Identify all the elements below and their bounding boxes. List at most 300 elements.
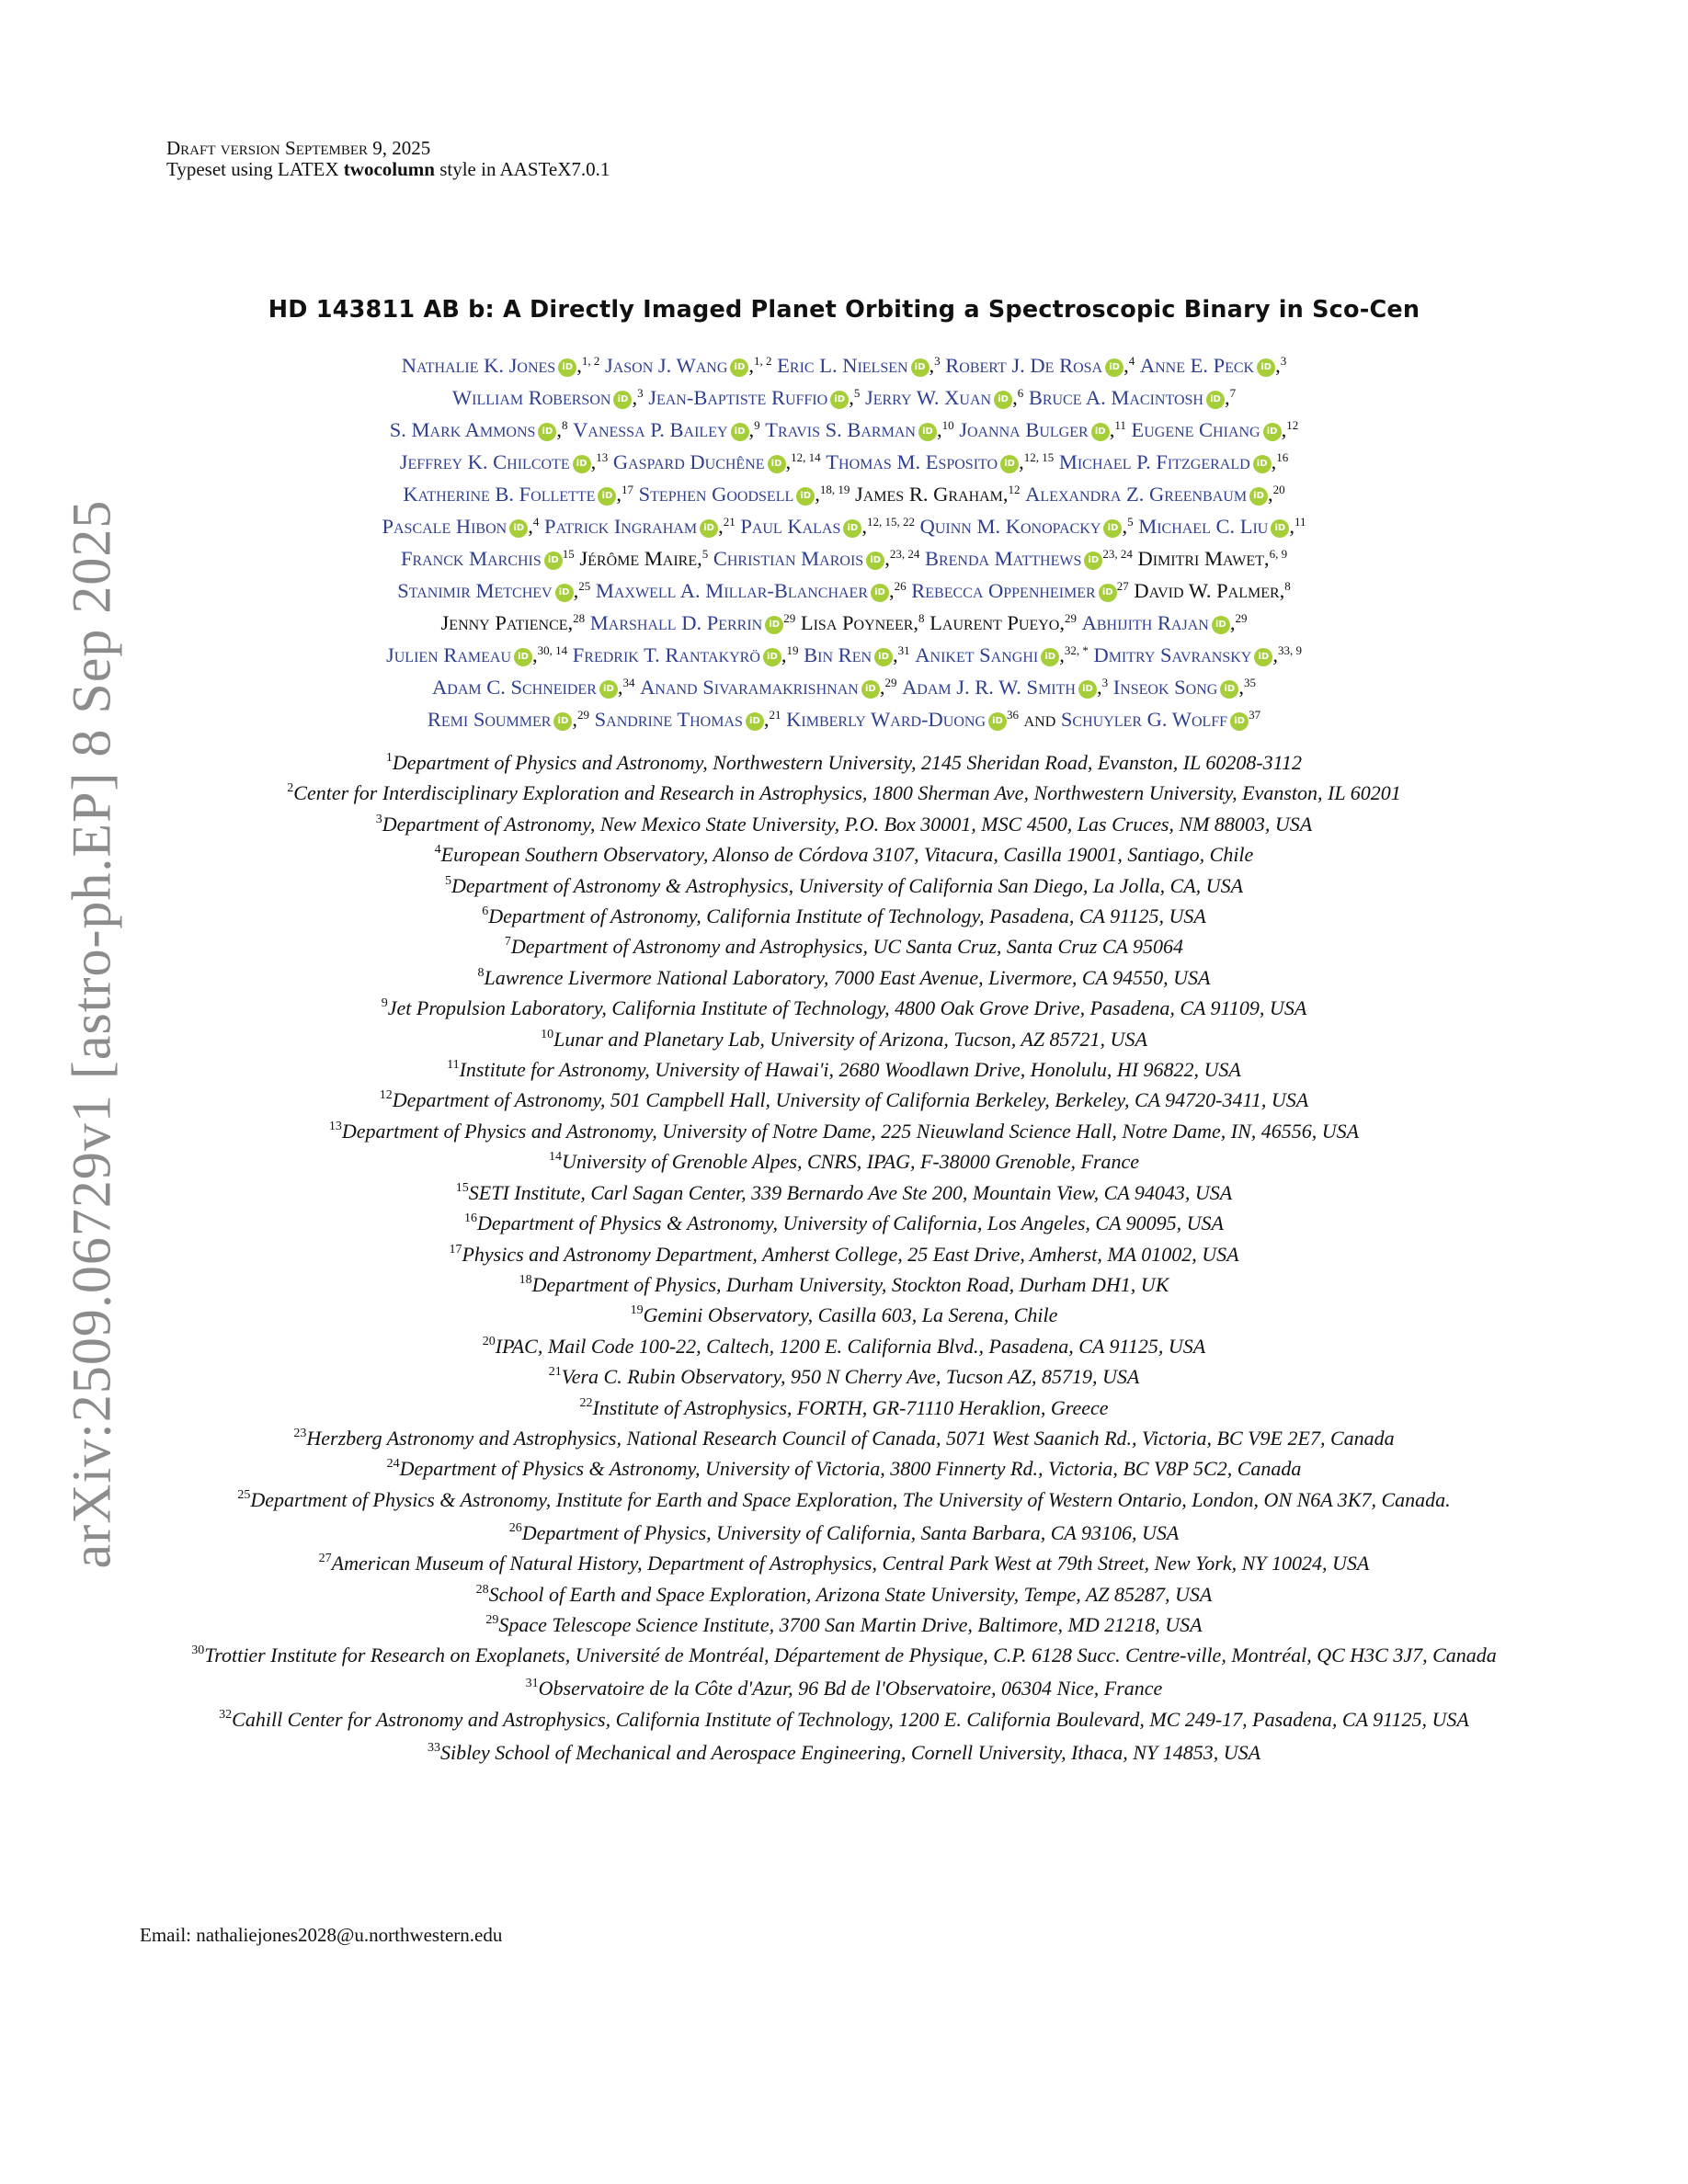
orcid-icon[interactable]: iD	[1041, 648, 1059, 666]
affiliation-number: 16	[464, 1211, 478, 1226]
author-name[interactable]: Schuyler G. Wolff	[1060, 708, 1228, 731]
author-separator: ,	[1272, 643, 1278, 666]
orcid-icon[interactable]: iD	[1271, 519, 1289, 538]
author-separator: ,	[1275, 354, 1281, 377]
author-entry	[1061, 708, 1260, 731]
author-entry	[579, 547, 708, 570]
author-separator: ,	[576, 354, 582, 377]
author-name[interactable]: Dmitry Savransky	[1093, 643, 1252, 666]
author-name[interactable]: Katherine B. Follette	[403, 483, 596, 506]
author-separator: ,	[572, 708, 578, 731]
author-entry	[573, 418, 760, 441]
author-entry	[595, 708, 781, 731]
author-separator: ,	[590, 450, 597, 473]
affiliation-number: 26	[508, 1520, 522, 1535]
affiliation-marker: 32, *	[1064, 643, 1089, 657]
author-entry	[1025, 483, 1285, 506]
author-name[interactable]: Kimberly Ward-Duong	[786, 708, 986, 731]
affiliation-item	[129, 870, 1559, 901]
orcid-icon[interactable]: iD	[988, 712, 1007, 731]
affiliation-marker: 12, 15, 22	[867, 515, 915, 529]
latex-logo: LATEX	[278, 158, 339, 180]
orcid-icon[interactable]: iD	[544, 552, 563, 570]
affiliation-text: Trottier Institute for Research on Exoplanets, Université de Montréal, Département de Physique, C.P. 6128 Succ. Centre-ville, Montréal, QC H3C 3J7, Canada	[204, 1644, 1497, 1667]
author-name[interactable]: Adam C. Schneider	[432, 676, 597, 699]
author-entry	[573, 643, 799, 666]
author-entry	[915, 643, 1089, 666]
orcid-icon[interactable]: iD	[746, 712, 764, 731]
affiliation-number: 15	[455, 1180, 469, 1195]
affiliation-marker: 19	[786, 643, 799, 657]
affiliation-number: 22	[579, 1395, 593, 1410]
affiliation-marker: 23, 24	[1102, 547, 1133, 561]
author-line	[138, 478, 1550, 510]
orcid-icon[interactable]: iD	[866, 552, 884, 570]
orcid-icon[interactable]: iD	[553, 712, 572, 731]
affiliation-number: 29	[485, 1612, 499, 1627]
affiliation-number: 7	[504, 935, 511, 950]
orcid-icon[interactable]: iD	[509, 519, 528, 538]
author-entry	[1029, 386, 1236, 409]
affiliation-marker: 6, 9	[1269, 547, 1288, 561]
affiliation-item	[129, 901, 1559, 931]
orcid-icon[interactable]: iD	[1230, 712, 1249, 731]
orcid-icon[interactable]: iD	[765, 616, 783, 634]
author-entry	[1131, 418, 1298, 441]
affiliation-text: Department of Astronomy and Astrophysics, UC Santa Cruz, Santa Cruz CA 95064	[510, 935, 1184, 959]
author-separator: ,	[884, 547, 890, 570]
orcid-icon[interactable]: iD	[1099, 584, 1117, 602]
contact-email[interactable]: Email: nathaliejones2028@u.northwestern.edu	[140, 1924, 503, 1946]
affiliation-marker: 3	[637, 386, 644, 400]
affiliation-item	[129, 1706, 1559, 1734]
affiliation-marker: 1, 2	[754, 354, 772, 368]
affiliation-marker: 30, 14	[537, 643, 568, 657]
affiliation-text: Department of Physics, University of California, Santa Barbara, CA 93106, USA	[521, 1520, 1180, 1544]
affiliation-marker: 12	[1008, 483, 1021, 496]
orcid-icon[interactable]: iD	[763, 648, 781, 666]
orcid-icon[interactable]: iD	[1257, 358, 1275, 377]
orcid-icon[interactable]: iD	[700, 519, 718, 538]
author-name[interactable]: Abhijith Rajan	[1081, 611, 1209, 634]
author-entry	[777, 354, 941, 377]
author-name: Jenny Patience,	[440, 611, 574, 634]
affiliation-text: Observatoire de la Côte d'Azur, 96 Bd de l'Observatoire, 06304 Nice, France	[538, 1677, 1163, 1701]
author-line	[138, 607, 1550, 639]
author-name[interactable]: Julien Rameau	[386, 643, 512, 666]
orcid-icon[interactable]: iD	[994, 391, 1012, 409]
affiliation-item	[129, 1239, 1559, 1269]
affiliation-item	[129, 747, 1559, 778]
affiliation-number: 4	[434, 843, 441, 858]
affiliation-marker: 29	[884, 676, 897, 689]
author-entry	[639, 483, 850, 506]
author-separator: ,	[616, 483, 622, 506]
author-name[interactable]: Michael C. Liu	[1138, 515, 1269, 538]
affiliation-marker: 27	[1116, 579, 1129, 593]
affiliation-item	[129, 1610, 1559, 1640]
affiliation-text: European Southern Observatory, Alonso de Córdova 3107, Vitacura, Casilla 19001, Santiago, Chile	[440, 843, 1254, 867]
author-line	[138, 446, 1550, 478]
affiliation-text: Physics and Astronomy Department, Amherst College, 25 East Drive, Amherst, MA 01002, USA	[462, 1242, 1239, 1266]
author-separator: ,	[1012, 386, 1018, 409]
orcid-icon[interactable]: iD	[861, 680, 880, 699]
author-entry	[1113, 676, 1256, 699]
author-name[interactable]: Rebecca Oppenheimer	[911, 579, 1096, 602]
affiliation-item	[129, 1269, 1559, 1300]
author-name[interactable]: Brenda Matthews	[924, 547, 1082, 570]
author-separator: ,	[1268, 483, 1273, 506]
author-entry	[441, 611, 586, 634]
affiliation-marker: 8	[918, 611, 925, 625]
author-entry	[452, 386, 644, 409]
affiliation-marker: 23, 24	[889, 547, 920, 561]
affiliation-number: 1	[385, 751, 393, 765]
author-name[interactable]: Bruce A. Macintosh	[1028, 386, 1203, 409]
author-entry	[401, 547, 575, 570]
author-separator: ,	[1096, 676, 1102, 699]
orcid-icon[interactable]: iD	[1212, 616, 1230, 634]
orcid-icon[interactable]: iD	[558, 358, 576, 377]
orcid-icon[interactable]: iD	[599, 680, 618, 699]
author-entry	[920, 515, 1134, 538]
affiliation-item	[129, 1054, 1559, 1085]
author-entry	[432, 676, 635, 699]
affiliation-marker: 11	[1114, 418, 1126, 432]
affiliation-item	[129, 1673, 1559, 1703]
affiliation-marker: 25	[578, 579, 591, 593]
author-name[interactable]: Aniket Sanghi	[915, 643, 1039, 666]
affiliation-number: 14	[548, 1150, 562, 1165]
affiliation-text: Department of Astronomy, 501 Campbell Hall, University of California Berkeley, Berkeley, CA 94720-3411, USA	[392, 1088, 1309, 1112]
affiliation-marker: 12, 15	[1023, 450, 1055, 464]
author-separator: ,	[1109, 418, 1115, 441]
author-name[interactable]: William Roberson	[451, 386, 611, 409]
author-entry	[1140, 354, 1286, 377]
author-name[interactable]: Vanessa P. Bailey	[573, 418, 728, 441]
affiliation-marker: 1, 2	[581, 354, 600, 368]
affiliation-marker: 37	[1249, 708, 1261, 722]
author-name: David W. Palmer,	[1134, 579, 1285, 602]
affiliation-number: 11	[447, 1058, 460, 1073]
typeset-prefix: Typeset using	[166, 158, 279, 180]
affiliation-number: 19	[630, 1303, 644, 1318]
orcid-icon[interactable]: iD	[1078, 680, 1097, 699]
author-list	[138, 349, 1550, 735]
author-separator: ,	[785, 450, 792, 473]
affiliation-number: 33	[427, 1740, 440, 1755]
affiliation-text: American Museum of Natural History, Department of Astrophysics, Central Park West at 79th Street, New York, NY 10024, USA	[331, 1552, 1370, 1575]
author-separator: ,	[1122, 515, 1128, 538]
orcid-icon[interactable]: iD	[1263, 423, 1282, 441]
author-separator: ,	[1289, 515, 1295, 538]
orcid-icon[interactable]: iD	[1249, 487, 1268, 506]
affiliation-number: 25	[237, 1487, 251, 1502]
orcid-icon[interactable]: iD	[538, 423, 556, 441]
affiliation-number: 3	[375, 812, 382, 826]
affiliation-item	[129, 1548, 1559, 1578]
orcid-icon[interactable]: iD	[768, 455, 786, 473]
arxiv-watermark: arXiv:2509.06729v1 [astro-ph.EP] 8 Sep 2025	[61, 499, 122, 1569]
author-name[interactable]: Travis S. Barman	[765, 418, 916, 441]
affiliation-marker: 10	[941, 418, 954, 432]
author-line	[138, 574, 1550, 607]
orcid-icon[interactable]: iD	[874, 648, 893, 666]
author-entry	[648, 386, 860, 409]
orcid-icon[interactable]: iD	[1206, 391, 1225, 409]
affiliation-item	[129, 1737, 1559, 1768]
typeset-suffix: style in AASTeX7.0.1	[434, 158, 610, 180]
affiliation-text: Center for Interdisciplinary Exploration and Research in Astrophysics, 1800 Sherman Ave, Northwestern University, Evanston, IL 60201	[293, 781, 1401, 805]
affiliation-item	[129, 1393, 1559, 1423]
affiliation-number: 30	[191, 1644, 205, 1658]
typeset-style: twocolumn	[343, 158, 435, 180]
author-name[interactable]: Patrick Ingraham	[543, 515, 698, 538]
author-name[interactable]: Thomas M. Esposito	[826, 450, 998, 473]
affiliation-item	[129, 809, 1559, 839]
orcid-icon[interactable]: iD	[598, 487, 616, 506]
orcid-icon[interactable]: iD	[1254, 648, 1272, 666]
affiliation-number: 31	[525, 1677, 539, 1691]
author-name[interactable]: Stanimir Metchev	[397, 579, 553, 602]
affiliation-marker: 26	[894, 579, 907, 593]
affiliation-item	[129, 1423, 1559, 1453]
author-name[interactable]: Jason J. Wang	[604, 354, 728, 377]
author-name[interactable]: Stephen Goodsell	[638, 483, 794, 506]
author-name[interactable]: Franck Marchis	[400, 547, 542, 570]
author-name[interactable]: Michael P. Fitzgerald	[1058, 450, 1250, 473]
author-name[interactable]: Joanna Bulger	[959, 418, 1089, 441]
author-separator: ,	[1271, 450, 1277, 473]
author-name[interactable]: Inseok Song	[1112, 676, 1218, 699]
affiliation-marker: 6	[1017, 386, 1024, 400]
author-entry	[400, 450, 609, 473]
orcid-icon[interactable]: iD	[1103, 519, 1122, 538]
orcid-icon[interactable]: iD	[1253, 455, 1272, 473]
author-name: Lisa Poyneer,	[800, 611, 919, 634]
author-name[interactable]: Eugene Chiang	[1131, 418, 1260, 441]
affiliation-text: Department of Astronomy, New Mexico State University, P.O. Box 30001, MSC 4500, Las Cruces, NM 88003, USA	[382, 812, 1313, 836]
affiliation-marker: 11	[1294, 515, 1306, 529]
author-separator: ,	[815, 483, 820, 506]
affiliation-text: Institute for Astronomy, University of Hawai'i, 2680 Woodlawn Drive, Honolulu, HI 96822, USA	[459, 1058, 1241, 1082]
author-name[interactable]: Remi Soummer	[427, 708, 552, 731]
author-entry	[402, 354, 600, 377]
author-separator: ,	[556, 418, 563, 441]
author-name[interactable]: Paul Kalas	[740, 515, 841, 538]
affiliation-number: 23	[293, 1426, 307, 1440]
author-separator: ,	[748, 418, 755, 441]
author-separator: ,	[1059, 643, 1065, 666]
affiliation-number: 5	[444, 873, 451, 888]
author-name: Laurent Pueyo,	[930, 611, 1065, 634]
orcid-icon[interactable]: iD	[730, 358, 748, 377]
affiliation-marker: 18, 19	[819, 483, 850, 496]
author-entry	[1137, 547, 1287, 570]
orcid-icon[interactable]: iD	[731, 423, 749, 441]
affiliation-text: Herzberg Astronomy and Astrophysics, National Research Council of Canada, 5071 West Saanich Rd., Victoria, BC V9E 2E7, Canada	[306, 1426, 1395, 1450]
affiliation-item	[129, 1331, 1559, 1361]
affiliation-text: Department of Astronomy & Astrophysics, University of California San Diego, La Jolla, CA, USA	[451, 873, 1244, 897]
author-separator: ,	[528, 515, 533, 538]
author-entry	[386, 643, 567, 666]
affiliation-marker: 7	[1229, 386, 1237, 400]
author-separator: ,	[889, 579, 895, 602]
author-name[interactable]: Jeffrey K. Chilcote	[399, 450, 570, 473]
author-name[interactable]: Marshall D. Perrin	[589, 611, 763, 634]
affiliation-text: Cahill Center for Astronomy and Astrophysics, California Institute of Technology, 1200 E. California Boulevard, MC 249-17, Pasadena, CA 91125, USA	[232, 1707, 1469, 1731]
orcid-icon[interactable]: iD	[1220, 680, 1238, 699]
author-entry	[403, 483, 633, 506]
affiliation-marker: 29	[1235, 611, 1248, 625]
author-separator: ,	[617, 676, 623, 699]
affiliation-item	[129, 1085, 1559, 1115]
author-separator: ,	[748, 354, 755, 377]
author-entry	[786, 708, 1019, 731]
author-line	[138, 381, 1550, 414]
author-entry	[640, 676, 896, 699]
author-entry	[930, 611, 1077, 634]
affiliation-marker: 28	[573, 611, 586, 625]
author-separator: ,	[763, 708, 770, 731]
author-line	[138, 542, 1550, 574]
affiliation-number: 20	[482, 1334, 496, 1348]
author-name[interactable]: Jean-Baptiste Ruffio	[648, 386, 828, 409]
author-name[interactable]: Anand Sivaramakrishnan	[640, 676, 859, 699]
author-name[interactable]: Sandrine Thomas	[594, 708, 743, 731]
affiliation-item	[129, 1518, 1559, 1548]
author-name[interactable]: Gaspard Duchêne	[612, 450, 765, 473]
author-name[interactable]: Eric L. Nielsen	[777, 354, 908, 377]
draft-version: Draft version September 9, 2025	[166, 137, 431, 159]
author-entry	[855, 483, 1021, 506]
affiliation-item	[129, 962, 1559, 993]
affiliation-marker: 16	[1276, 450, 1289, 464]
affiliation-item	[129, 1642, 1559, 1669]
author-name[interactable]: Nathalie K. Jones	[401, 354, 556, 377]
author-separator: ,	[1019, 450, 1024, 473]
author-separator: ,	[1238, 676, 1244, 699]
author-name[interactable]: Christian Marois	[713, 547, 864, 570]
author-line	[138, 414, 1550, 446]
affiliation-item	[129, 1453, 1559, 1484]
orcid-icon[interactable]: iD	[514, 648, 532, 666]
author-separator: ,	[936, 418, 942, 441]
author-entry	[945, 354, 1135, 377]
affiliation-text: SETI Institute, Carl Sagan Center, 339 Bernardo Ave Ste 200, Mountain View, CA 94043, USA	[468, 1180, 1233, 1204]
affiliation-marker: 34	[622, 676, 635, 689]
affiliation-item	[129, 778, 1559, 808]
affiliation-item	[129, 1208, 1559, 1238]
author-entry	[1082, 611, 1248, 634]
author-name[interactable]: Maxwell A. Millar-Blanchaer	[595, 579, 868, 602]
orcid-icon[interactable]: iD	[1084, 552, 1102, 570]
affiliation-marker: 5	[701, 547, 709, 561]
author-entry	[801, 611, 925, 634]
author-name[interactable]: Anne E. Peck	[1139, 354, 1255, 377]
author-line	[138, 349, 1550, 381]
affiliation-number: 28	[475, 1582, 489, 1597]
author-name[interactable]: S. Mark Ammons	[389, 418, 536, 441]
affiliation-item	[129, 1361, 1559, 1392]
orcid-icon[interactable]: iD	[830, 391, 849, 409]
affiliation-text: Institute of Astrophysics, FORTH, GR-71110 Heraklion, Greece	[592, 1395, 1109, 1419]
affiliation-number: 27	[318, 1552, 332, 1566]
affiliation-marker: 33, 9	[1277, 643, 1302, 657]
affiliation-marker: 20	[1272, 483, 1285, 496]
orcid-icon[interactable]: iD	[911, 358, 930, 377]
affiliation-text: Department of Physics & Astronomy, University of California, Los Angeles, CA 90095, USA	[477, 1211, 1224, 1235]
affiliation-number: 8	[477, 965, 485, 980]
author-name[interactable]: Jerry W. Xuan	[864, 386, 992, 409]
author-entry	[1093, 643, 1302, 666]
orcid-icon[interactable]: iD	[871, 584, 889, 602]
author-separator: ,	[1123, 354, 1129, 377]
author-line	[138, 671, 1550, 703]
author-separator: ,	[893, 643, 898, 666]
affiliation-item	[129, 1024, 1559, 1054]
author-name[interactable]: Alexandra Z. Greenbaum	[1025, 483, 1248, 506]
author-entry	[865, 386, 1023, 409]
affiliation-number: 2	[287, 781, 294, 796]
affiliation-text: Department of Physics and Astronomy, University of Notre Dame, 225 Nieuwland Science Hall, Notre Dame, IN, 46556, USA	[341, 1119, 1360, 1143]
orcid-icon[interactable]: iD	[1000, 455, 1019, 473]
author-entry	[590, 611, 795, 634]
author-entry	[911, 579, 1128, 602]
affiliation-text: Lawrence Livermore National Laboratory, 7000 East Avenue, Livermore, CA 94550, USA	[484, 965, 1211, 989]
author-entry	[959, 418, 1126, 441]
author-name[interactable]: Robert J. De Rosa	[945, 354, 1103, 377]
author-name[interactable]: Adam J. R. W. Smith	[902, 676, 1076, 699]
author-separator: ,	[781, 643, 787, 666]
affiliation-item	[129, 931, 1559, 961]
author-name[interactable]: Bin Ren	[804, 643, 873, 666]
author-entry	[428, 708, 589, 731]
orcid-icon[interactable]: iD	[555, 584, 574, 602]
orcid-icon[interactable]: iD	[796, 487, 815, 506]
orcid-icon[interactable]: iD	[613, 391, 632, 409]
affiliation-text: Vera C. Rubin Observatory, 950 N Cherry Ave, Tucson AZ, 85719, USA	[561, 1365, 1140, 1389]
author-entry	[713, 547, 919, 570]
affiliation-marker: 29	[577, 708, 590, 722]
affiliation-item	[129, 1300, 1559, 1330]
affiliation-marker: 35	[1243, 676, 1256, 689]
orcid-icon[interactable]: iD	[1091, 423, 1110, 441]
author-entry	[740, 515, 915, 538]
author-entry	[1024, 708, 1056, 731]
affiliation-text: IPAC, Mail Code 100-22, Caltech, 1200 E. California Blvd., Pasadena, CA 91125, USA	[495, 1334, 1206, 1358]
author-name: James R. Graham,	[855, 483, 1009, 506]
affiliation-marker: 21	[723, 515, 736, 529]
author-conjunction: and	[1023, 708, 1056, 731]
affiliation-number: 24	[386, 1457, 400, 1472]
author-line	[138, 639, 1550, 671]
author-name[interactable]: Fredrik T. Rantakyrö	[572, 643, 760, 666]
affiliation-marker: 17	[622, 483, 634, 496]
affiliation-text: Jet Propulsion Laboratory, California Institute of Technology, 4800 Oak Grove Drive, Pasadena, CA 91109, USA	[387, 996, 1307, 1020]
affiliation-marker: 8	[562, 418, 568, 432]
author-name[interactable]: Quinn M. Konopacky	[919, 515, 1101, 538]
affiliation-text: Gemini Observatory, Casilla 603, La Serena, Chile	[643, 1303, 1058, 1327]
orcid-icon[interactable]: iD	[918, 423, 937, 441]
orcid-icon[interactable]: iD	[843, 519, 861, 538]
orcid-icon[interactable]: iD	[573, 455, 591, 473]
author-name[interactable]: Pascale Hibon	[382, 515, 508, 538]
affiliation-text: Sibley School of Mechanical and Aerospace Engineering, Cornell University, Ithaca, NY 14853, USA	[439, 1740, 1261, 1764]
affiliation-marker: 8	[1284, 579, 1291, 593]
affiliation-marker: 3	[934, 354, 941, 368]
orcid-icon[interactable]: iD	[1105, 358, 1123, 377]
